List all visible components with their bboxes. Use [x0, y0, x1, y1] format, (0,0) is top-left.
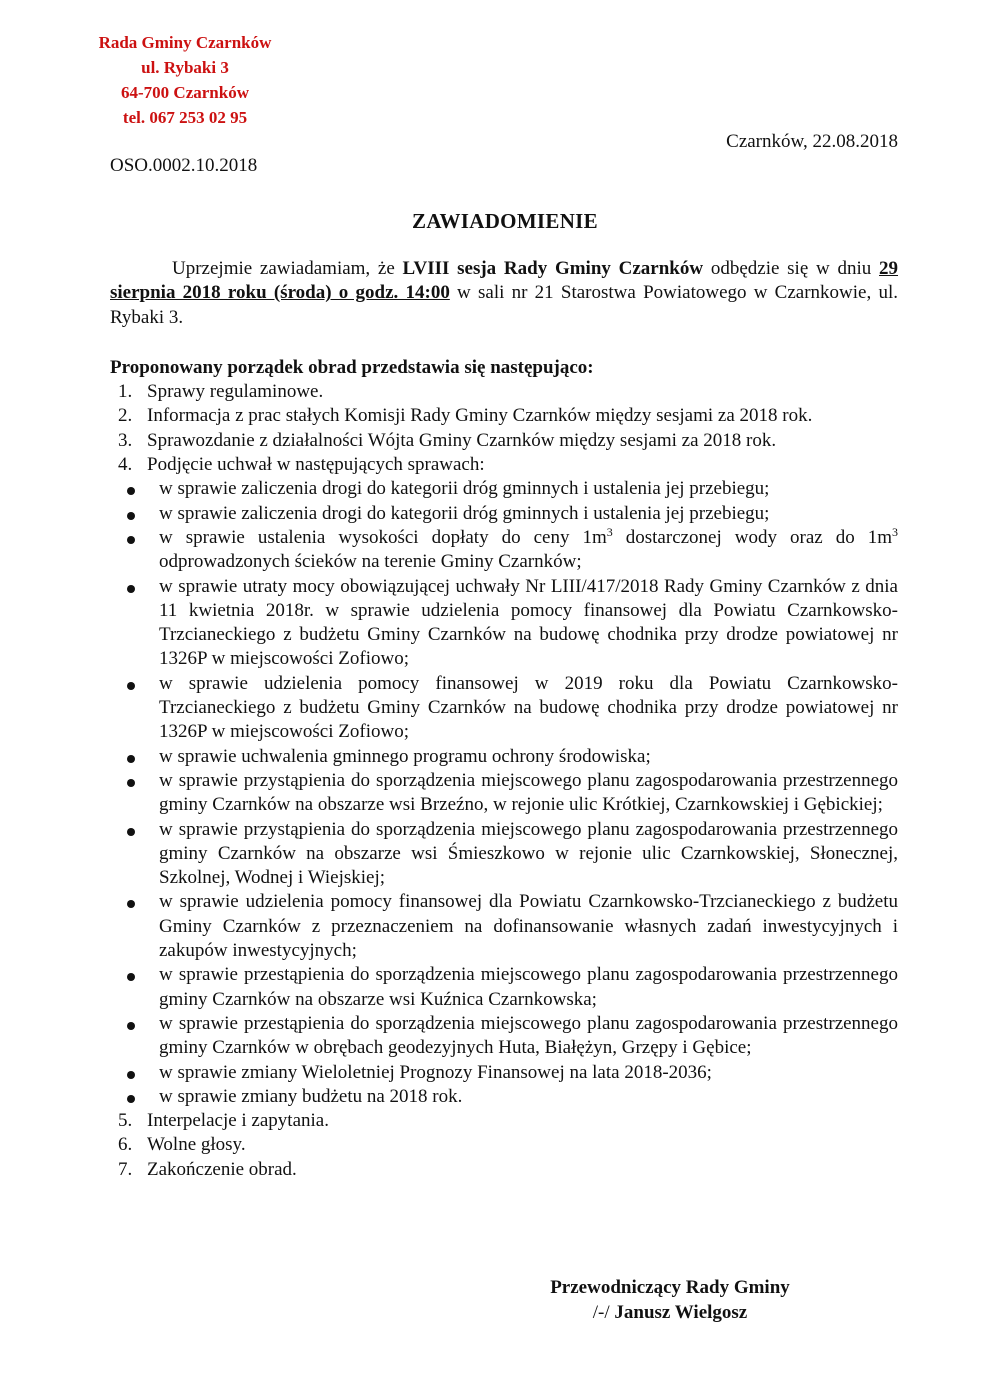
bullet-icon [127, 1022, 135, 1030]
resolution-item [110, 1012, 898, 1061]
resolution-text: w sprawie przestąpienia do sporządzenia miejscowego planu zagospodarowania przestrzennego gminy Czarnków w obrębach geodezyjnych Huta, Białężyn, Grzępy i Gębice; [159, 1012, 898, 1059]
agenda-item-number: 5. [118, 1110, 133, 1132]
agenda-item [110, 1133, 898, 1157]
signature-name-line [500, 1300, 840, 1325]
resolution-item [110, 477, 898, 501]
agenda-item-text: Sprawozdanie z działalności Wójta Gminy Czarnków między sesjami za 2018 rok. [147, 429, 777, 451]
superscript: 3 [892, 524, 898, 539]
intro-text-2: odbędzie się w dniu [703, 258, 880, 279]
agenda-item [110, 453, 898, 1109]
agenda-list [110, 380, 898, 1182]
resolution-item [110, 818, 898, 891]
agenda-item-text: Zakończenie obrad. [147, 1158, 297, 1180]
agenda-item [110, 429, 898, 453]
resolution-text: w sprawie zaliczenia drogi do kategorii dróg gminnych i ustalenia jej przebiegu; [159, 478, 770, 500]
resolution-item [110, 502, 898, 526]
resolution-text-c: odprowadzonych ścieków na terenie Gminy Czarnków; [159, 551, 582, 573]
agenda-item-number: 1. [118, 381, 133, 403]
resolution-text: w sprawie przystąpienia do sporządzenia miejscowego planu zagospodarowania przestrzennego gminy Czarnków na obszarze wsi Śmieszkowo w rejonie ulic Czarnkowskiej, Słonecznej, Szkolnej, Wodnej i Wiejskiej; [159, 818, 898, 889]
signature-prefix: /-/ [592, 1302, 610, 1323]
bullet-icon [127, 682, 135, 690]
agenda-item-number: 2. [118, 405, 133, 427]
agenda-item-text: Interpelacje i zapytania. [147, 1110, 329, 1132]
bullet-icon [127, 512, 135, 520]
resolution-text: w sprawie przystąpienia do sporządzenia miejscowego planu zagospodarowania przestrzennego gminy Czarnków na obszarze wsi Brzeźno, w rejonie ulic Krótkiej, Czarnkowskiej i Gębickiej; [159, 769, 898, 816]
resolution-text: w sprawie udzielenia pomocy finansowej w 2019 roku dla Powiatu Czarnkowsko-Trzcianeckiego z budżetu Gminy Czarnków na budowę chodnika przy drodze powiatowej nr 1326P w miejscowości Zofiowo; [159, 672, 898, 743]
resolution-text: w sprawie zaliczenia drogi do kategorii dróg gminnych i ustalenia jej przebiegu; [159, 502, 770, 524]
agenda-item-text: Podjęcie uchwał w następujących sprawach: [147, 454, 485, 476]
resolution-text-a: w sprawie ustalenia wysokości dopłaty do ceny 1m [159, 526, 607, 548]
agenda-item [110, 380, 898, 404]
document-body [110, 257, 898, 1182]
superscript: 3 [606, 524, 613, 539]
resolution-item [110, 575, 898, 672]
agenda-item [110, 404, 898, 428]
signature-name: Janusz Wielgosz [614, 1302, 748, 1323]
resolution-item [110, 890, 898, 963]
sender-address [72, 30, 298, 130]
bullet-icon [127, 779, 135, 787]
bullet-icon [127, 828, 135, 836]
bullet-icon [127, 585, 135, 593]
resolution-item [110, 963, 898, 1012]
bullet-icon [127, 1071, 135, 1079]
resolution-text-b: dostarczonej wody oraz do 1m [612, 526, 892, 548]
session-name: LVIII sesja Rady Gminy Czarnków [402, 258, 704, 279]
agenda-item-number: 4. [118, 454, 133, 476]
sender-phone: tel. 067 253 02 95 [122, 108, 248, 127]
agenda-item [110, 1109, 898, 1133]
intro-paragraph [110, 257, 898, 330]
resolution-text: w sprawie zmiany Wieloletniej Prognozy Finansowej na lata 2018-2036; [159, 1061, 712, 1083]
resolution-item [110, 769, 898, 818]
agenda-item-number: 7. [118, 1158, 133, 1180]
resolution-list [147, 477, 898, 1109]
sender-name: Rada Gminy Czarnków [98, 33, 272, 52]
place-date: Czarnków, 22.08.2018 [726, 131, 898, 152]
bullet-icon [127, 1095, 135, 1103]
agenda-item-text: Informacja z prac stałych Komisji Rady Gminy Czarnków między sesjami za 2018 rok. [147, 405, 813, 427]
bullet-icon [127, 487, 135, 495]
resolution-item [110, 526, 898, 575]
bullet-icon [127, 900, 135, 908]
agenda-item-number: 3. [118, 429, 133, 451]
signature-role: Przewodniczący Rady Gminy [550, 1277, 790, 1298]
bullet-icon [127, 973, 135, 981]
resolution-text: w sprawie utraty mocy obowiązującej uchwały Nr LIII/417/2018 Rady Gminy Czarnków z dnia 11 kwietnia 2018r. w sprawie udzielenia pomocy finansowej dla Powiatu Czarnkowsko-Trzcianeckiego z budżetu Gminy Czarnków na budowę chodnika przy drodze powiatowej nr 1326P w miejscowości Zofiowo; [159, 575, 898, 670]
intro-text-3: w sali nr 21 Starostwa Powiatowego w Czarnkowie, ul. Rybaki 3. [110, 282, 898, 328]
agenda-item-text: Sprawy regulaminowe. [147, 381, 324, 403]
resolution-item [110, 1061, 898, 1085]
agenda-item-number: 6. [118, 1134, 133, 1156]
bullet-icon [127, 536, 135, 544]
resolution-text: w sprawie przestąpienia do sporządzenia miejscowego planu zagospodarowania przestrzennego gminy Czarnków na obszarze wsi Kuźnica Czarnkowska; [159, 964, 898, 1010]
signature-block [500, 1275, 840, 1325]
resolution-item [110, 672, 898, 745]
agenda-heading: Proponowany porządek obrad przedstawia się następująco: [110, 356, 594, 378]
document-title: ZAWIADOMIENIE [412, 209, 598, 233]
agenda-item-text: Wolne głosy. [147, 1134, 246, 1156]
sender-city: 64-700 Czarnków [121, 83, 249, 102]
reference-number: OSO.0002.10.2018 [110, 155, 258, 176]
resolution-text: w sprawie uchwalenia gminnego programu ochrony środowiska; [159, 745, 651, 767]
resolution-item [110, 745, 898, 769]
resolution-item [110, 1085, 898, 1109]
resolution-text: w sprawie udzielenia pomocy finansowej dla Powiatu Czarnkowsko-Trzcianeckiego z budżetu Gminy Czarnków z przeznaczeniem na dofinansowanie własnych zadań inwestycyjnych i zakupów inwestycyjnych; [159, 891, 898, 962]
bullet-icon [127, 755, 135, 763]
resolution-text: w sprawie zmiany budżetu na 2018 rok. [159, 1085, 463, 1107]
sender-street: ul. Rybaki 3 [141, 58, 229, 77]
agenda-item [110, 1158, 898, 1182]
session-datetime: 29 sierpnia 2018 roku (środa) o godz. 14:00 [110, 258, 899, 304]
intro-text-1: Uprzejmie zawiadamiam, że [172, 258, 403, 279]
